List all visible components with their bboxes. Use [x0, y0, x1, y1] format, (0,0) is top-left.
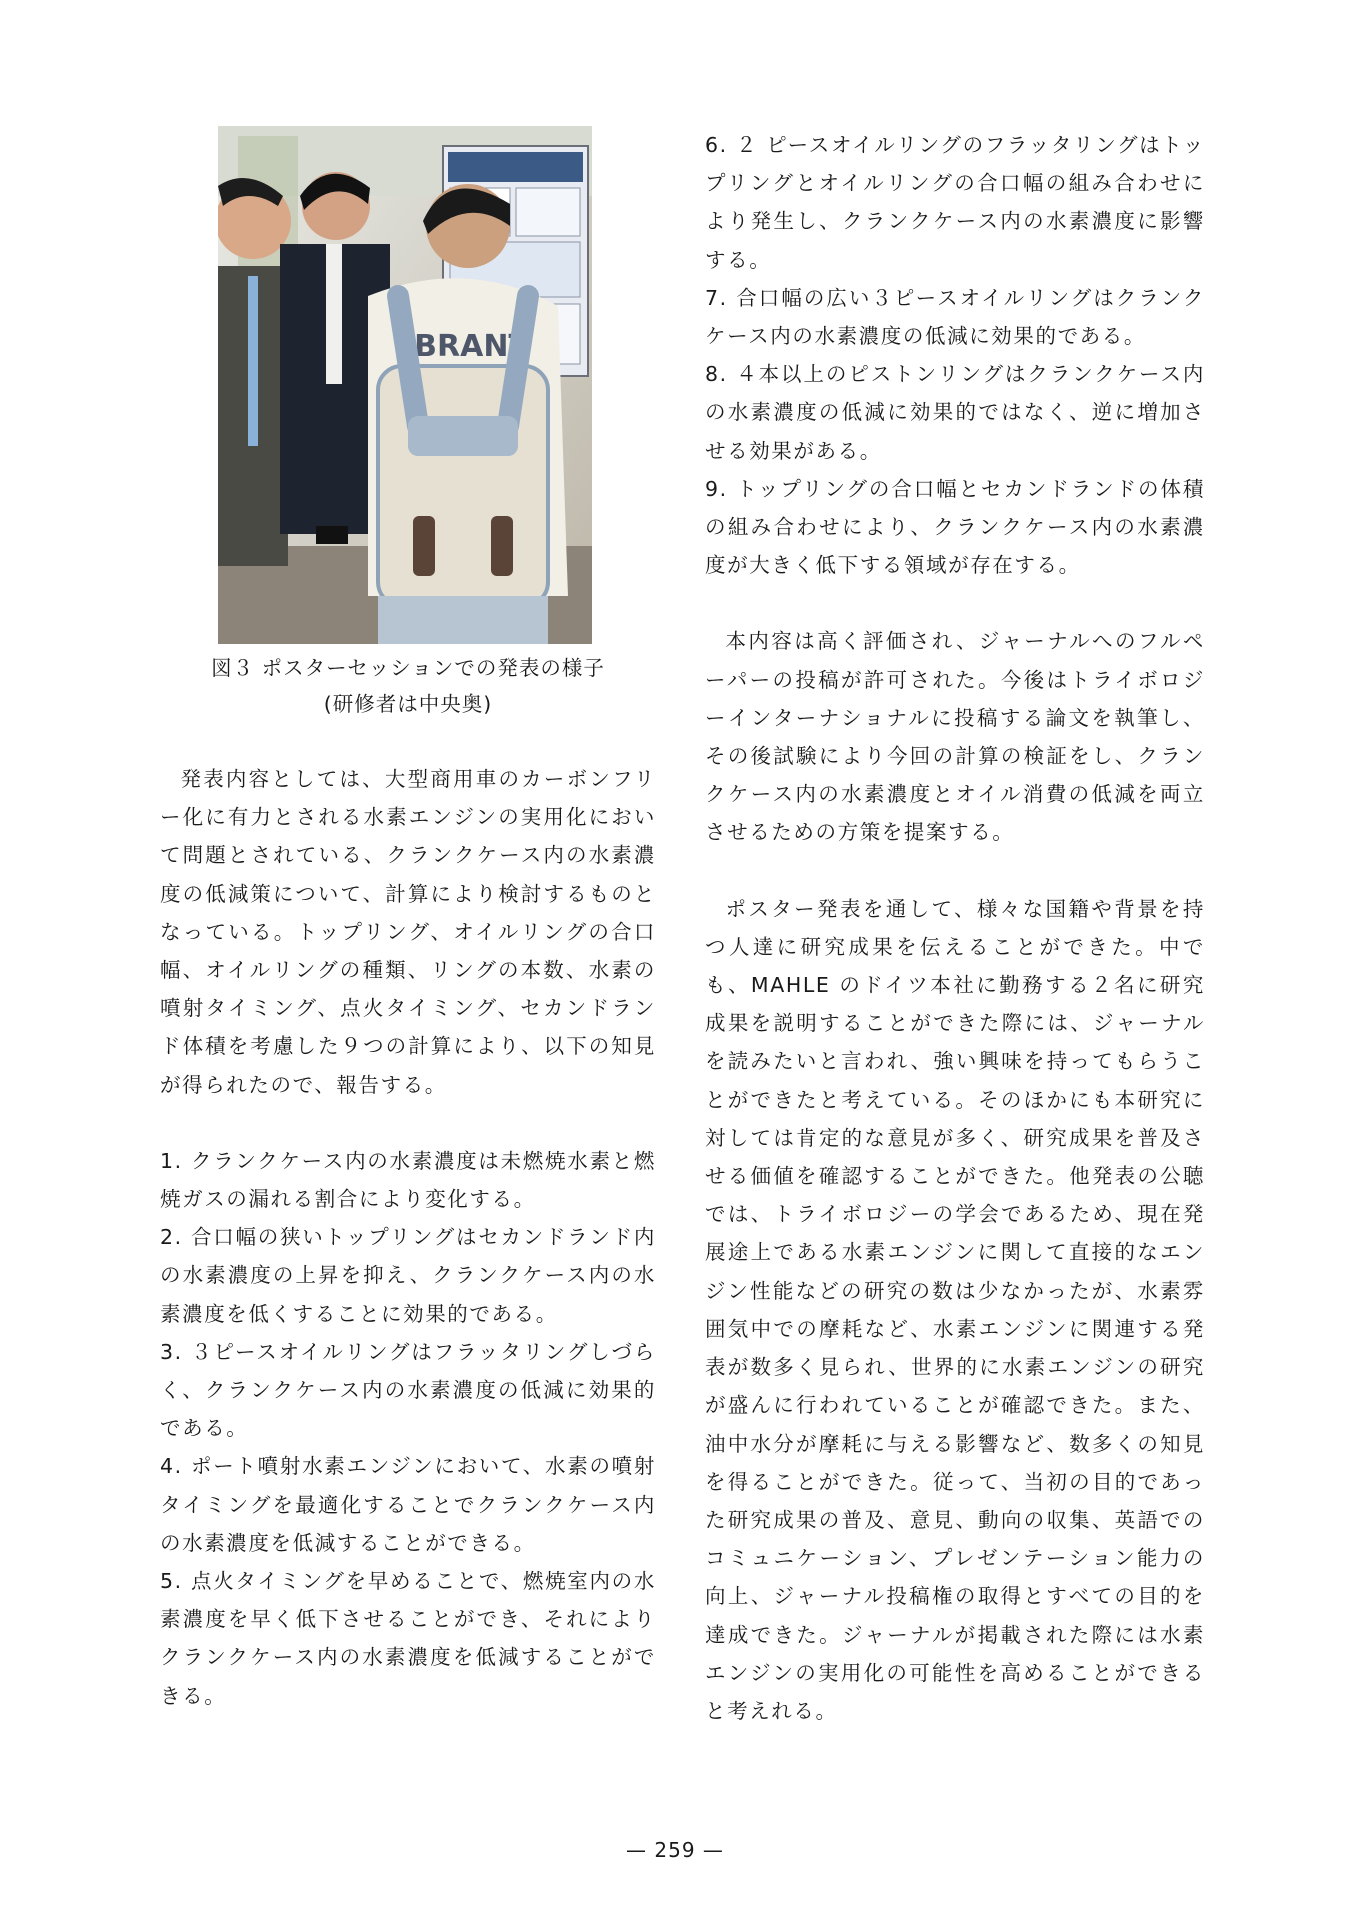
finding-5: 5. 点火タイミングを早めることで、燃焼室内の水素濃度を早く低下させることができ、それによりクランクケース内の水素濃度を低減することができる。: [160, 1569, 656, 1708]
poster-session-photo: [218, 126, 592, 644]
finding-4: 4. ポート噴射水素エンジンにおいて、水素の噴射タイミングを最適化することでクランクケース内の水素濃度を低減することができる。: [160, 1454, 656, 1555]
photo-illustration: [218, 126, 592, 644]
left-column: [160, 126, 656, 1715]
poster-results-paragraph: ポスター発表を通して、様々な国籍や背景を持つ人達に研究成果を伝えることができた。中でも、MAHLE のドイツ本社に勤務する２名に研究成果を説明することができた際には、ジャーナルを読みたいと言われ、強い興味を持ってもらうことができたと考えている。そのほかにも本研究に対しては肯定的な意見が多く、研究成果を普及させる価値を確認することができた。他発表の公聴では、トライボロジーの学会であるため、現在発展途上である水素エンジンに関して直接的なエンジン性能などの研究の数は少なかったが、水素雰囲気中での摩耗など、水素エンジンに関連する発表が数多く見られ、世界的に水素エンジンの研究が盛んに行われていることが確認できた。また、油中水分が摩耗に与える影響など、数多くの知見を得ることができた。従って、当初の目的であった研究成果の普及、意見、動向の収集、英語でのコミュニケーション、プレゼンテーション能力の向上、ジャーナル投稿権の取得とすべての目的を達成できた。ジャーナルが掲載された際には水素エンジンの実用化の可能性を高めることができると考えれる。: [705, 896, 1205, 1723]
figure-caption-line1: 図３ ポスターセッションでの発表の様子: [211, 656, 605, 680]
finding-7: 7. 合口幅の広い３ピースオイルリングはクランクケース内の水素濃度の低減に効果的である。: [705, 285, 1205, 349]
finding-3: 3. ３ピースオイルリングはフラッタリングしづらく、クランクケース内の水素濃度の低減に効果的である。: [160, 1339, 656, 1441]
page-number: — 259 —: [626, 1838, 724, 1862]
intro-paragraph: 発表内容としては、大型商用車のカーボンフリー化に有力とされる水素エンジンの実用化において問題とされている、クランクケース内の水素濃度の低減策について、計算により検討するものとなっている。トップリング、オイルリングの合口幅、オイルリングの種類、リングの本数、水素の噴射タイミング、点火タイミング、セカンドランド体積を考慮した９つの計算により、以下の知見が得られたので、報告する。: [160, 767, 656, 1097]
finding-2: 2. 合口幅の狭いトップリングはセカンドランド内の水素濃度の上昇を抑え、クランクケース内の水素濃度を低くすることに効果的である。: [160, 1225, 656, 1326]
finding-1: 1. クランクケース内の水素濃度は未燃焼水素と燃焼ガスの漏れる割合により変化する。: [160, 1148, 656, 1212]
finding-8: 8. ４本以上のピストンリングはクランクケース内の水素濃度の低減に効果的ではなく、逆に増加させる効果がある。: [705, 362, 1205, 463]
finding-6: 6. ２ ピースオイルリングのフラッタリングはトップリングとオイルリングの合口幅の組み合わせにより発生し、クランクケース内の水素濃度に影響する。: [705, 133, 1205, 272]
figure-caption: [160, 650, 656, 722]
evaluation-paragraph: 本内容は高く評価され、ジャーナルへのフルペーパーの投稿が許可された。今後はトライボロジーインターナショナルに投稿する論文を執筆し、その後試験により今回の計算の検証をし、クランクケース内の水素濃度とオイル消費の低減を両立させるための方策を提案する。: [705, 629, 1205, 845]
finding-9: 9. トップリングの合口幅とセカンドランドの体積の組み合わせにより、クランクケース内の水素濃度が大きく低下する領域が存在する。: [705, 476, 1205, 578]
right-column: [705, 126, 1205, 1730]
figure-caption-line2: (研修者は中央奥): [323, 692, 493, 716]
svg-text:IBRANT: IBRANT: [403, 329, 529, 364]
